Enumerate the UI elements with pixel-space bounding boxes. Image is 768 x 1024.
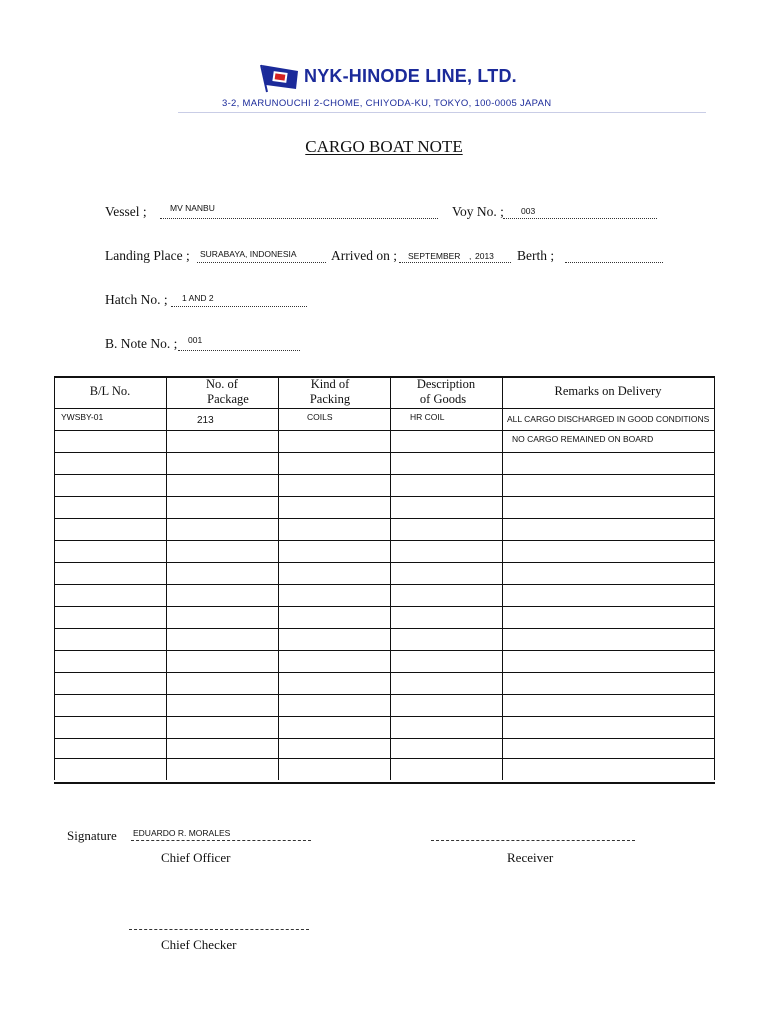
header-packing: Packing [309, 392, 351, 406]
b-note-no-line [178, 350, 300, 351]
vessel-value: MV NANBU [170, 203, 215, 213]
landing-place-line [197, 262, 326, 263]
cell-remarks: ALL CARGO DISCHARGED IN GOOD CONDITIONS [507, 414, 710, 424]
header-no-of: No. of [206, 377, 238, 391]
voy-no-line [503, 218, 657, 219]
cell-packing: COILS [307, 412, 333, 422]
table-col-divider [166, 376, 167, 780]
header-description: Description [416, 377, 476, 391]
header-bl-no: B/L No. [89, 384, 131, 398]
table-row-line [54, 738, 715, 739]
table-row-line [54, 584, 715, 585]
table-border-left [54, 376, 55, 780]
hatch-no-label: Hatch No. ; [105, 292, 168, 307]
header-remarks: Remarks on Delivery [554, 384, 662, 398]
document-title: CARGO BOAT NOTE [305, 137, 463, 156]
arrived-year-value: 2013 [475, 251, 494, 261]
hatch-no-value: 1 AND 2 [182, 293, 214, 303]
table-row-line [54, 606, 715, 607]
voy-no-label: Voy No. ; [452, 204, 504, 219]
table-row-line [54, 716, 715, 717]
receiver-label: Receiver [507, 850, 554, 865]
header-package: Package [207, 392, 249, 406]
b-note-no-label: B. Note No. ; [105, 336, 178, 351]
company-address: 3-2, MARUNOUCHI 2-CHOME, CHIYODA-KU, TOKYO, 100-0005 JAPAN [222, 98, 552, 109]
cell-bl-no: YWSBY-01 [61, 412, 104, 422]
chief-officer-signature-line [131, 840, 311, 841]
table-row-line [54, 628, 715, 629]
hatch-no-line [171, 306, 307, 307]
table-row-line [54, 758, 715, 759]
header-rule [178, 112, 706, 113]
company-name: NYK-HINODE LINE, LTD. [304, 66, 517, 86]
cell-goods: HR COIL [410, 412, 445, 422]
arrived-month-value: SEPTEMBER [408, 251, 461, 261]
table-col-divider [390, 376, 391, 780]
arrived-on-label: Arrived on ; [331, 248, 397, 263]
table-col-divider [502, 376, 503, 780]
voy-no-value: 003 [521, 206, 536, 216]
signature-label: Signature [67, 828, 117, 843]
table-row-line [54, 496, 715, 497]
table-row-line [54, 650, 715, 651]
table-row-line [54, 694, 715, 695]
table-row-line [54, 474, 715, 475]
vessel-line [160, 218, 438, 219]
table-row-line [54, 518, 715, 519]
landing-place-value: SURABAYA, INDONESIA [200, 249, 297, 259]
table-row-line [54, 540, 715, 541]
table-row-line [54, 672, 715, 673]
chief-officer-name: EDUARDO R. MORALES [133, 828, 231, 838]
table-col-divider [278, 376, 279, 780]
table-row-line [54, 408, 715, 409]
table-border-right [714, 376, 715, 780]
cell-packages: 213 [197, 415, 214, 426]
table-row-line [54, 452, 715, 453]
cell-remarks: NO CARGO REMAINED ON BOARD [512, 434, 654, 444]
berth-line [565, 262, 663, 263]
b-note-no-value: 001 [188, 335, 203, 345]
header-kind-of: Kind of [310, 377, 350, 391]
receiver-signature-line [431, 840, 635, 841]
landing-place-label: Landing Place ; [105, 248, 190, 263]
chief-checker-label: Chief Checker [161, 937, 237, 952]
chief-checker-signature-line [129, 929, 309, 930]
arrived-separator: , [469, 251, 472, 261]
arrived-on-line [399, 262, 511, 263]
table-row-line [54, 430, 715, 431]
chief-officer-label: Chief Officer [161, 850, 231, 865]
vessel-label: Vessel ; [105, 204, 147, 219]
header-of-goods: of Goods [419, 392, 467, 406]
berth-label: Berth ; [517, 248, 555, 263]
table-row-line [54, 562, 715, 563]
company-flag-logo [258, 63, 302, 93]
